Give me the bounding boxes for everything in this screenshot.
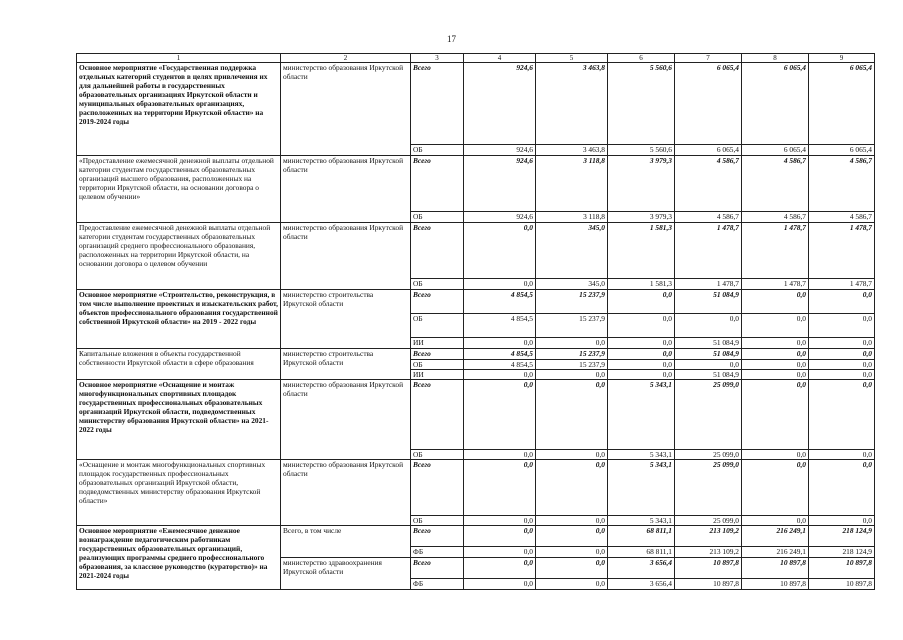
value-cell: 0,0 (536, 558, 608, 579)
value-cell: 1 478,7 (742, 279, 809, 290)
header-col-3: 3 (411, 54, 464, 63)
value-cell: 51 084,9 (675, 370, 742, 380)
value-cell: 0,0 (809, 290, 875, 314)
value-cell: 0,0 (464, 380, 536, 450)
value-cell: 25 099,0 (675, 450, 742, 460)
funding-source: ИИ (411, 338, 464, 349)
activity-title: Основное мероприятие «Строительство, реконструкция, в том числе выполнение проектных и изыскательских работ, объектов профессионального образования государственной собственной Иркутской области» на 2019 - 2022 годы (77, 290, 281, 349)
executor-cell: Всего, в том числе (281, 526, 411, 558)
value-cell: 3 463,8 (536, 145, 608, 156)
header-col-7: 7 (675, 54, 742, 63)
value-cell: 0,0 (675, 314, 742, 338)
table-row (77, 223, 875, 279)
value-cell: 5 343,1 (608, 450, 675, 460)
executor-cell: министерство образования Иркутской области (281, 460, 411, 526)
value-cell: 4 586,7 (675, 156, 742, 212)
value-cell: 218 124,9 (809, 526, 875, 547)
value-cell: 0,0 (608, 349, 675, 360)
executor-cell: министерство здравоохранения Иркутской области (281, 558, 411, 590)
executor-cell: министерство строительства Иркутской области (281, 349, 411, 380)
funding-source: ОБ (411, 516, 464, 526)
budget-table (76, 53, 875, 590)
funding-source: Всего (411, 290, 464, 314)
value-cell: 0,0 (809, 338, 875, 349)
value-cell: 0,0 (742, 338, 809, 349)
value-cell: 0,0 (464, 370, 536, 380)
value-cell: 0,0 (809, 450, 875, 460)
value-cell: 0,0 (742, 516, 809, 526)
value-cell: 51 084,9 (675, 290, 742, 314)
value-cell: 213 109,2 (675, 526, 742, 547)
value-cell: 0,0 (536, 338, 608, 349)
value-cell: 10 897,8 (742, 579, 809, 590)
funding-source: Всего (411, 349, 464, 360)
activity-title: Предоставление ежемесячной денежной выплаты отдельной категории студентам государственных образовательных организаций среднего профессионального образования, расположенных на территории Иркутской области, на основании договора о целевом обучении (77, 223, 281, 290)
value-cell: 0,0 (464, 279, 536, 290)
value-cell: 345,0 (536, 223, 608, 279)
value-cell: 4 854,5 (464, 360, 536, 370)
value-cell: 51 084,9 (675, 338, 742, 349)
value-cell: 15 237,9 (536, 290, 608, 314)
header-row (77, 54, 875, 63)
value-cell: 6 065,4 (742, 145, 809, 156)
value-cell: 1 478,7 (742, 223, 809, 279)
value-cell: 0,0 (464, 526, 536, 547)
value-cell: 1 478,7 (809, 223, 875, 279)
value-cell: 6 065,4 (675, 63, 742, 145)
activity-title: «Предоставление ежемесячной денежной выплаты отдельной категории студентам государственных образовательных организаций высшего образования, расположенных на территории Иркутской области, на основании договора о целевом обучении» (77, 156, 281, 223)
value-cell: 25 099,0 (675, 516, 742, 526)
value-cell: 3 463,8 (536, 63, 608, 145)
value-cell: 4 854,5 (464, 290, 536, 314)
value-cell: 0,0 (464, 223, 536, 279)
header-col-5: 5 (536, 54, 608, 63)
funding-source: ОБ (411, 145, 464, 156)
value-cell: 1 478,7 (675, 279, 742, 290)
value-cell: 5 560,6 (608, 63, 675, 145)
value-cell: 0,0 (608, 360, 675, 370)
value-cell: 0,0 (536, 579, 608, 590)
table-row (77, 156, 875, 212)
value-cell: 5 343,1 (608, 380, 675, 450)
value-cell: 0,0 (742, 380, 809, 450)
value-cell: 5 343,1 (608, 460, 675, 516)
value-cell: 4 854,5 (464, 314, 536, 338)
funding-source: ОБ (411, 360, 464, 370)
value-cell: 0,0 (809, 370, 875, 380)
value-cell: 68 811,1 (608, 526, 675, 547)
value-cell: 4 586,7 (675, 212, 742, 223)
value-cell: 0,0 (742, 450, 809, 460)
value-cell: 15 237,9 (536, 349, 608, 360)
value-cell: 0,0 (536, 380, 608, 450)
value-cell: 1 478,7 (675, 223, 742, 279)
funding-source: ФБ (411, 547, 464, 558)
value-cell: 0,0 (464, 558, 536, 579)
activity-title: Капитальные вложения в объекты государственной собственности Иркутской области в сфере образования (77, 349, 281, 380)
value-cell: 0,0 (536, 450, 608, 460)
value-cell: 0,0 (809, 349, 875, 360)
executor-cell: министерство образования Иркутской области (281, 156, 411, 223)
value-cell: 345,0 (536, 279, 608, 290)
value-cell: 6 065,4 (809, 145, 875, 156)
executor-cell: министерство образования Иркутской области (281, 63, 411, 156)
value-cell: 4 854,5 (464, 349, 536, 360)
value-cell: 0,0 (464, 460, 536, 516)
funding-source: ФБ (411, 579, 464, 590)
header-col-4: 4 (464, 54, 536, 63)
value-cell: 15 237,9 (536, 314, 608, 338)
activity-title: Основное мероприятие «Оснащение и монтаж многофункциональных спортивных площадок государственных профессиональных образовательных организаций Иркутской области, подведомственных министерству образования Иркутской области» на 2021-2022 годы (77, 380, 281, 460)
table-row (77, 460, 875, 516)
value-cell: 0,0 (742, 460, 809, 516)
funding-source: ОБ (411, 212, 464, 223)
funding-source: Всего (411, 156, 464, 212)
value-cell: 0,0 (464, 338, 536, 349)
header-col-2: 2 (281, 54, 411, 63)
value-cell: 924,6 (464, 145, 536, 156)
value-cell: 3 656,4 (608, 558, 675, 579)
header-col-8: 8 (742, 54, 809, 63)
value-cell: 0,0 (464, 579, 536, 590)
value-cell: 0,0 (809, 460, 875, 516)
value-cell: 0,0 (536, 547, 608, 558)
activity-title: Основное мероприятие «Государственная поддержка отдельных категорий студентов в целях привлечения их для дальнейшей работы в государственных образовательных организациях Иркутской области и муниципальных образовательных организациях, расположенных на территории Иркутской области» на 2019-2024 годы (77, 63, 281, 156)
value-cell: 10 897,8 (675, 579, 742, 590)
value-cell: 0,0 (608, 370, 675, 380)
value-cell: 0,0 (464, 450, 536, 460)
value-cell: 0,0 (608, 314, 675, 338)
value-cell: 0,0 (742, 349, 809, 360)
funding-source: ОБ (411, 314, 464, 338)
value-cell: 10 897,8 (742, 558, 809, 579)
value-cell: 6 065,4 (809, 63, 875, 145)
value-cell: 3 656,4 (608, 579, 675, 590)
value-cell: 68 811,1 (608, 547, 675, 558)
value-cell: 25 099,0 (675, 380, 742, 450)
value-cell: 0,0 (742, 370, 809, 380)
value-cell: 3 979,3 (608, 156, 675, 212)
value-cell: 6 065,4 (675, 145, 742, 156)
page-number: 17 (447, 34, 456, 44)
table-row (77, 63, 875, 145)
value-cell: 0,0 (536, 460, 608, 516)
value-cell: 51 084,9 (675, 349, 742, 360)
value-cell: 4 586,7 (742, 156, 809, 212)
value-cell: 0,0 (464, 516, 536, 526)
value-cell: 1 478,7 (809, 279, 875, 290)
funding-source: Всего (411, 460, 464, 516)
value-cell: 0,0 (536, 370, 608, 380)
value-cell: 4 586,7 (742, 212, 809, 223)
activity-title: Основное мероприятие «Ежемесячное денежное вознаграждение педагогическим работникам государственных образовательных организаций, реализующих программы среднего профессионального образования, за классное руководство (кураторство)» на 2021-2024 годы (77, 526, 281, 590)
activity-title: «Оснащение и монтаж многофункциональных спортивных площадок государственных профессиональных образовательных организаций Иркутской области, подведомственных министерству образования Иркутской области» (77, 460, 281, 526)
value-cell: 924,6 (464, 63, 536, 145)
value-cell: 924,6 (464, 212, 536, 223)
funding-source: Всего (411, 223, 464, 279)
funding-source: Всего (411, 380, 464, 450)
value-cell: 1 581,3 (608, 279, 675, 290)
header-col-1: 1 (77, 54, 281, 63)
funding-source: ОБ (411, 450, 464, 460)
value-cell: 0,0 (608, 290, 675, 314)
value-cell: 5 560,6 (608, 145, 675, 156)
value-cell: 6 065,4 (742, 63, 809, 145)
value-cell: 0,0 (809, 314, 875, 338)
value-cell: 0,0 (809, 516, 875, 526)
value-cell: 0,0 (742, 314, 809, 338)
value-cell: 0,0 (742, 360, 809, 370)
value-cell: 15 237,9 (536, 360, 608, 370)
value-cell: 5 343,1 (608, 516, 675, 526)
value-cell: 0,0 (675, 360, 742, 370)
header-col-9: 9 (809, 54, 875, 63)
funding-source: ИИ (411, 370, 464, 380)
funding-source: Всего (411, 526, 464, 547)
value-cell: 213 109,2 (675, 547, 742, 558)
value-cell: 3 979,3 (608, 212, 675, 223)
value-cell: 0,0 (536, 516, 608, 526)
value-cell: 0,0 (536, 526, 608, 547)
value-cell: 1 581,3 (608, 223, 675, 279)
funding-source: Всего (411, 63, 464, 145)
value-cell: 4 586,7 (809, 212, 875, 223)
value-cell: 10 897,8 (675, 558, 742, 579)
value-cell: 0,0 (809, 380, 875, 450)
executor-cell: министерство образования Иркутской области (281, 223, 411, 290)
value-cell: 0,0 (464, 547, 536, 558)
value-cell: 0,0 (742, 290, 809, 314)
value-cell: 3 118,8 (536, 212, 608, 223)
value-cell: 218 124,9 (809, 547, 875, 558)
table-row (77, 290, 875, 314)
executor-cell: министерство строительства Иркутской области (281, 290, 411, 349)
executor-cell: министерство образования Иркутской области (281, 380, 411, 460)
value-cell: 3 118,8 (536, 156, 608, 212)
header-col-6: 6 (608, 54, 675, 63)
value-cell: 25 099,0 (675, 460, 742, 516)
value-cell: 216 249,1 (742, 547, 809, 558)
table-row (77, 526, 875, 547)
funding-source: Всего (411, 558, 464, 579)
value-cell: 0,0 (608, 338, 675, 349)
funding-source: ОБ (411, 279, 464, 290)
value-cell: 10 897,8 (809, 558, 875, 579)
table-row (77, 380, 875, 450)
value-cell: 924,6 (464, 156, 536, 212)
value-cell: 216 249,1 (742, 526, 809, 547)
value-cell: 4 586,7 (809, 156, 875, 212)
value-cell: 0,0 (809, 360, 875, 370)
table-row (77, 349, 875, 360)
value-cell: 10 897,8 (809, 579, 875, 590)
